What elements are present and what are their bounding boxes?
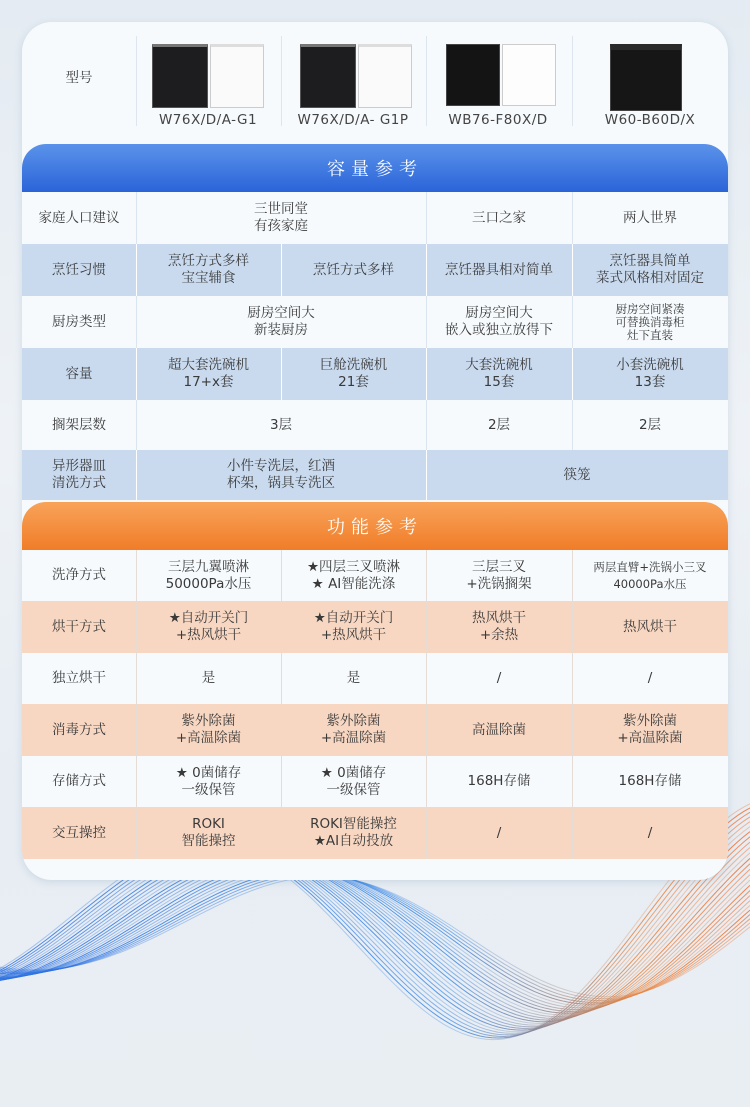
cell-cooking-a: 烹饪方式多样 宝宝辅食 bbox=[168, 253, 249, 286]
cell-family-ab: 三世同堂 有孩家庭 bbox=[254, 201, 308, 234]
cell-special-cd: 筷笼 bbox=[563, 466, 591, 483]
row-label-special: 异形器皿 清洗方式 bbox=[52, 458, 106, 491]
model-name-4: W60-B60D/X bbox=[604, 112, 696, 128]
comparison-card bbox=[22, 22, 728, 880]
cell-wash-b: ★四层三叉喷淋 ★ AI智能洗涤 bbox=[306, 558, 401, 592]
capacity-section-header: 容量参考 bbox=[22, 144, 728, 192]
cell-special-ab: 小件专洗层，红酒 杯架，锅具专洗区 bbox=[227, 458, 335, 491]
function-section-header: 功能参考 bbox=[22, 502, 728, 550]
cell-disinfect-b: 紫外除菌 +高温除菌 bbox=[320, 713, 387, 746]
product-image-wb76-f80x bbox=[446, 44, 554, 106]
model-name-1: W76X/D/A-G1 bbox=[158, 112, 258, 128]
cell-storage-b: ★ 0菌储存 一级保管 bbox=[320, 764, 387, 798]
cell-kitchen-c: 厨房空间大 嵌入或独立放得下 bbox=[445, 305, 553, 338]
cell-racks-ab: 3层 bbox=[269, 416, 293, 433]
cell-dry-d: 热风烘干 bbox=[623, 618, 677, 635]
cell-storage-c: 168H存储 bbox=[467, 773, 531, 789]
cell-control-d: / bbox=[647, 824, 653, 841]
cell-family-d: 两人世界 bbox=[623, 209, 677, 226]
model-name-3: WB76-F80X/D bbox=[448, 112, 548, 128]
cell-disinfect-d: 紫外除菌 +高温除菌 bbox=[617, 713, 683, 746]
product-image-w76x-g1 bbox=[152, 44, 262, 106]
cell-control-c: / bbox=[496, 824, 502, 841]
row-label-indep-dry: 独立烘干 bbox=[52, 670, 106, 686]
product-image-w60-b60d bbox=[610, 44, 680, 106]
cell-wash-d: 两层直臂+洗锅小三叉 40000Pa水压 bbox=[593, 559, 707, 591]
cell-capacity-a: 超大套洗碗机 17+x套 bbox=[168, 357, 249, 390]
row-label-capacity: 容量 bbox=[65, 365, 93, 382]
cell-cooking-c: 烹饪器具相对简单 bbox=[445, 261, 553, 278]
cell-dry-b: ★自动开关门 +热风烘干 bbox=[313, 610, 394, 643]
cell-dry-a: ★自动开关门 +热风烘干 bbox=[168, 610, 249, 643]
cell-storage-d: 168H存储 bbox=[618, 773, 682, 789]
cell-capacity-c: 大套洗碗机 15套 bbox=[465, 357, 533, 390]
cell-indep-dry-b: 是 bbox=[346, 670, 361, 686]
row-label-storage: 存储方式 bbox=[52, 773, 106, 789]
wave-line bbox=[0, 870, 750, 1006]
cell-racks-d: 2层 bbox=[638, 416, 662, 433]
row-label-racks: 搁架层数 bbox=[52, 416, 106, 433]
row-label-family: 家庭人口建议 bbox=[38, 209, 120, 226]
cell-disinfect-c: 高温除菌 bbox=[472, 721, 526, 738]
row-label-disinfect: 消毒方式 bbox=[52, 721, 106, 738]
cell-cooking-b: 烹饪方式多样 bbox=[313, 261, 394, 278]
cell-family-c: 三口之家 bbox=[472, 209, 526, 226]
cell-wash-c: 三层三叉 +洗锅搁架 bbox=[466, 558, 532, 592]
cell-control-b: ROKI智能操控 ★AI自动投放 bbox=[310, 816, 397, 849]
product-image-w76x-g1p bbox=[300, 44, 410, 106]
row-label-control: 交互操控 bbox=[52, 824, 106, 841]
cell-control-a: ROKI 智能操控 bbox=[181, 816, 236, 849]
cell-kitchen-ab: 厨房空间大 新装厨房 bbox=[247, 305, 315, 338]
cell-wash-a: 三层九翼喷淋 50000Pa水压 bbox=[165, 558, 252, 592]
cell-cooking-d: 烹饪器具简单 菜式风格相对固定 bbox=[596, 253, 704, 286]
cell-kitchen-d: 厨房空间紧凑 可替换消毒柜 灶下直装 bbox=[615, 301, 685, 342]
model-header-label: 型号 bbox=[65, 69, 93, 86]
row-label-kitchen: 厨房类型 bbox=[52, 313, 106, 330]
cell-racks-c: 2层 bbox=[487, 416, 511, 433]
cell-indep-dry-a: 是 bbox=[201, 670, 216, 686]
cell-capacity-b: 巨舱洗碗机 21套 bbox=[319, 357, 388, 390]
row-label-wash: 洗净方式 bbox=[52, 567, 106, 583]
row-label-dry: 烘干方式 bbox=[52, 618, 106, 635]
cell-disinfect-a: 紫外除菌 +高温除菌 bbox=[175, 713, 242, 746]
model-name-2: W76X/D/A- G1P bbox=[297, 112, 409, 128]
cell-dry-c: 热风烘干 +余热 bbox=[472, 610, 526, 643]
row-label-cooking: 烹饪习惯 bbox=[52, 261, 106, 278]
cell-capacity-d: 小套洗碗机 13套 bbox=[616, 357, 684, 390]
cell-indep-dry-d: / bbox=[647, 670, 653, 686]
cell-storage-a: ★ 0菌储存 一级保管 bbox=[175, 764, 242, 798]
cell-indep-dry-c: / bbox=[496, 670, 502, 686]
